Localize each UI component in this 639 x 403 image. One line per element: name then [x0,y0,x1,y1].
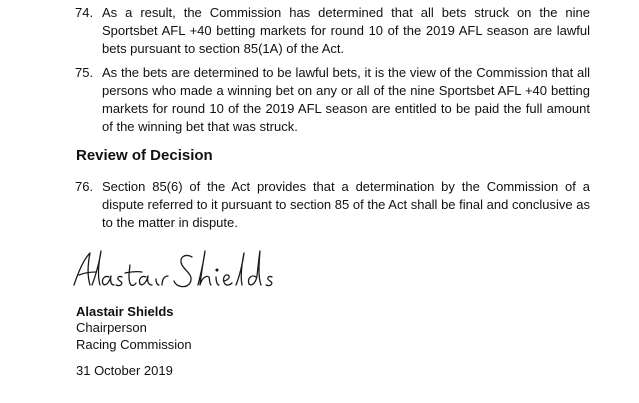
paragraph-number: 75. [75,65,94,80]
paragraph-74 [75,4,590,58]
paragraph-number: 76. [75,179,94,194]
paragraph-text: Section 85(6) of the Act provides that a determination by the Commission of a dispute referred to it pursuant to section 85 of the Act shall be final and conclusive as to the matter in dispute. [102,179,590,230]
paragraph-76 [75,178,590,232]
document-date: 31 October 2019 [76,363,173,378]
paragraph-text: As the bets are determined to be lawful bets, it is the view of the Commission that all persons who made a winning bet on any or all of the nine Sportsbet AFL +40 betting markets for round 10 of the 2019 AFL season are entitled to be paid the full amount of the winning bet that was struck. [102,65,590,134]
paragraph-text: As a result, the Commission has determined that all bets struck on the nine Sportsbet AFL +40 betting markets for round 10 of the 2019 AFL season are lawful bets pursuant to section 85(1A) of the Act. [102,5,590,56]
handwritten-signature [70,245,285,297]
paragraph-number: 74. [75,5,94,20]
signer-name: Alastair Shields [76,304,174,319]
signer-title: Chairperson [76,320,147,335]
signer-organization: Racing Commission [76,337,192,352]
section-heading: Review of Decision [76,147,213,164]
paragraph-75 [75,64,590,136]
